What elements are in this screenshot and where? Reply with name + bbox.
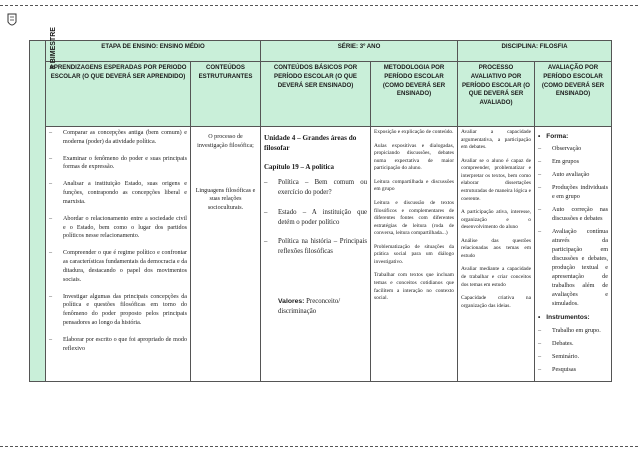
content-row [30,127,612,382]
column-header-row [30,62,612,127]
expectation-item: – Comparar as concepções antiga (bem comum) e moderna (poder) da atividade política. [49,129,187,147]
tool-item: – Debates. [538,340,608,349]
header-process: PROCESSO AVALIATIVO POR PERÍODO ESCOLAR (O QUE DEVERÁ SER AVALIADO) [458,62,535,127]
methodology-paragraph: Leitura e discussão de textos filosóficos e complementares de diferentes fontes com diferentes estratégias de leitura (roda de conversa, leitura compartilhada...) [374,199,455,237]
expectation-item: – Abordar o relacionamento entre a sociedade civil e o Estado, bem como o lugar dos partidos políticos nesse relacionamento. [49,215,187,241]
process-paragraph: Avaliar a capacidade argumentativa, a participação em debates. [461,129,532,151]
stage-label: ETAPA DE ENSINO: ENSINO MÉDIO [46,41,261,62]
process-cell [458,127,535,382]
form-item: – Auto avaliação [538,171,608,180]
topic-item: – Política – Bem comum ou exercício do poder? [264,178,367,198]
discipline-label: DISCIPLINA: FILOSFIA [458,41,612,62]
header-contents: CONTEÚDOS ESTRUTURANTES [191,62,261,127]
top-dashed-rule [0,5,638,6]
table-band-row [30,41,612,62]
school-logo-icon [6,12,18,30]
form-item: – Observação [538,145,608,154]
expectations-cell [46,127,191,382]
process-paragraph: Avaliar se o aluno é capaz de compreender, problematizar e interpretar os textos, bem como elaborar dissertações estruturadas de maneira lógica e coerente. [461,157,532,202]
process-paragraph: Análise das questões relacionadas aos temas em estudo [461,237,532,259]
structuring-cell [191,127,261,382]
bimester-cell [30,27,57,382]
topic-item: – Estado – A instituição que detém o poder político [264,208,367,228]
expectation-item: – Compreender o que é regime político e confrontar as características fundamentais da democracia e da ditadura, destacando o papel dos movimentos sociais. [49,249,187,284]
form-item: – Em grupos [538,158,608,167]
form-item: – Auto correção nas discussões e debates [538,206,608,224]
methodology-paragraph: Problematização de situações da prática social para um diálogo investigativo. [374,243,455,265]
header-basic: CONTEÚDOS BÁSICOS POR PERÍODO ESCOLAR (O QUE DEVERÁ SER ENSINADO) [261,62,371,127]
expectation-item: – Investigar algumas das principais concepções da política e questões filosóficas em torno do fenômeno do poder proposto pelos principais pensadores ao longo da história. [49,293,187,328]
chapter-title: Capítulo 19 – A política [264,162,335,171]
form-item: – Avaliação contínua através da participação em discussões e debates, produção textual e apresentação de trabalhos além de avaliações e simulados. [538,228,608,309]
process-paragraph: Avaliar mediante a capacidade de trabalhar e criar conceitos dos temas em estudo [461,266,532,288]
form-item: – Produções individuais e em grupo [538,184,608,202]
topic-item: – Política na história – Principais reflexões filosóficas [264,237,367,257]
values-label: Valores: [278,298,305,306]
methodology-cell [371,127,458,382]
methodology-paragraph: Aulas expositivas e dialogadas, propiciando discussões, debates numa expectativa de maior participação do aluno. [374,142,455,172]
expectation-item: – Elaborar por escrito o que foi apropriado de modo reflexivo [49,336,187,354]
expectation-item: – Analisar a instituição Estado, suas origens e funções, contrapondo as concepções liberal e marxista. [49,180,187,206]
structuring-item: O processo de investigação filosófica; [197,134,254,149]
process-paragraph: Capacidade criativa na organização das ideias. [461,295,532,309]
values-note [264,297,367,317]
tool-item: – Pesquisas [538,366,608,375]
planning-table [29,27,612,382]
process-paragraph: A participação ativa, interesse, organização e o desenvolvimento do aluno [461,209,532,231]
tool-item: – Seminário. [538,353,608,362]
basic-content-cell [261,127,371,382]
methodology-paragraph: Trabalhar com textos que incluam temas e conceitos cotidianos que facilitem a interação no contexto social. [374,272,455,302]
methodology-paragraph: Exposição e explicação de conteúdo. [374,129,454,135]
tools-heading: • Instrumentos: [538,313,608,322]
header-expectations: APRENDIZAGENS ESPERADAS POR PERIODO ESCOLAR (O QUE DEVERÁ SER APRENDIDO) [46,62,191,127]
expectation-item: – Examinar o fenômeno do poder e suas principais formas de expressão. [49,155,187,173]
evaluation-cell [535,127,612,382]
series-label: SÉRIE: 3º ANO [261,41,458,62]
header-method: METODOLOGIA POR PERÍODO ESCOLAR (COMO DEVERÁ SER ENSINADO) [371,62,458,127]
bottom-dashed-rule [0,446,638,447]
tool-item: – Trabalho em grupo. [538,327,608,336]
forms-heading: • Forma: [538,132,608,141]
bimester-label: II BIMESTRE [49,27,57,70]
methodology-paragraph: Leitura compartilhada e discussões em grupo [374,178,455,193]
unit-title: Unidade 4 – Grandes áreas do filosofar [264,134,357,153]
structuring-item: Linguagens filosóficas e suas relações socioculturais. [195,187,256,212]
header-evaluation: AVALIAÇÃO POR PERÍODO ESCOLAR (COMO DEVERÁ SER ENSINADO) [535,62,612,127]
values-text: Preconceito/ discriminação [278,298,341,315]
